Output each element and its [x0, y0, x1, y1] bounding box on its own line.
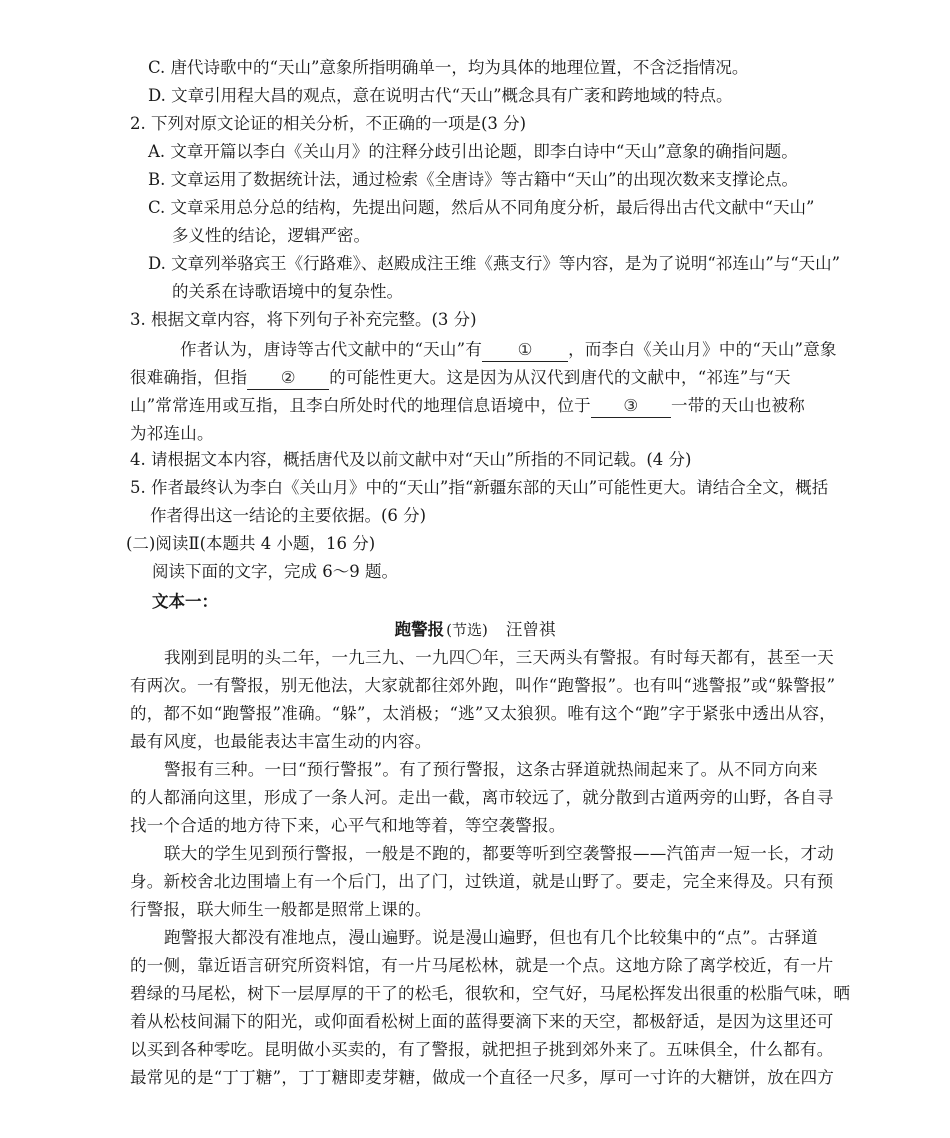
q2-option-c: C. 文章采用总分总的结构，先提出问题，然后从不同角度分析，最后得出古代文献中“天山” — [148, 198, 815, 217]
article-line: 身。新校舍北边围墙上有一个后门，出了门，过铁道，就是山野了。要走，完全来得及。只有预 — [130, 872, 834, 891]
article-author: 汪曾祺 — [505, 620, 556, 639]
q3-text: 山”常常连用或互指，且李白所处时代的地理信息语境中，位于 — [130, 396, 591, 415]
article-title: 跑警报 — [394, 620, 445, 639]
article-line: 跑警报大都没有准地点，漫山遍野。说是漫山遍野，但也有几个比较集中的“点”。古驿道 — [164, 928, 818, 947]
q1-option-c: C. 唐代诗歌中的“天山”意象所指明确单一，均为具体的地理位置，不含泛指情况。 — [148, 58, 749, 77]
q3-blank-2: ② — [247, 367, 329, 390]
article-line: 着从松枝间漏下的阳光，或仰面看松树上面的蓝得要滴下来的天空，都极舒适，是因为这里还可 — [130, 1012, 834, 1031]
q5-stem-cont: 作者得出这一结论的主要依据。(6 分) — [150, 506, 427, 525]
q2-stem: 2. 下列对原文论证的相关分析，不正确的一项是(3 分) — [130, 114, 527, 133]
q3-text: 作者认为，唐诗等古代文献中的“天山”有 — [180, 340, 483, 359]
q3-text: ，而李白《关山月》中的“天山”意象 — [568, 340, 837, 359]
q3-paragraph-line-3 — [130, 392, 805, 420]
article-line: 找一个合适的地方待下来，心平气和地等着，等空袭警报。 — [130, 816, 566, 835]
article-line: 我刚到昆明的头二年，一九三九、一九四〇年，三天两头有警报。有时每天都有，甚至一天 — [164, 648, 834, 667]
article-line: 以买到各种零吃。昆明做小买卖的，有了警报，就把担子挑到郊外来了。五味俱全，什么都有。 — [130, 1040, 834, 1059]
q3-blank-3: ③ — [591, 395, 671, 418]
q2-option-a: A. 文章开篇以李白《关山月》的注释分歧引出论题，即李白诗中“天山”意象的确指问题。 — [148, 142, 798, 161]
q4-stem: 4. 请根据文本内容，概括唐代及以前文献中对“天山”所指的不同记载。(4 分) — [130, 450, 692, 469]
q3-text: 的可能性更大。这是因为从汉代到唐代的文献中，“祁连”与“天 — [329, 368, 791, 387]
q5-stem: 5. 作者最终认为李白《关山月》中的“天山”指“新疆东部的天山”可能性更大。请结合全文，概括 — [130, 478, 829, 497]
q3-stem: 3. 根据文章内容，将下列句子补充完整。(3 分) — [130, 310, 477, 329]
q3-paragraph-line-1 — [180, 336, 837, 364]
article-line: 的一侧，靠近语言研究所资料馆，有一片马尾松林，就是一个点。这地方除了离学校近，有一片 — [130, 956, 834, 975]
article-line: 最常见的是“丁丁糖”，丁丁糖即麦芽糖，做成一个直径一尺多，厚可一寸许的大糖饼，放在四方 — [130, 1068, 835, 1087]
q1-option-d: D. 文章引用程大昌的观点，意在说明古代“天山”概念具有广袤和跨地域的特点。 — [148, 86, 733, 105]
article-line: 行警报，联大师生一般都是照常上课的。 — [130, 900, 432, 919]
q3-paragraph-line-4: 为祁连山。 — [130, 424, 214, 443]
article-line: 的人都涌向这里，形成了一条人河。走出一截，离市较远了，就分散到古道两旁的山野，各自寻 — [130, 788, 834, 807]
q2-option-d: D. 文章列举骆宾王《行路难》、赵殿成注王维《燕支行》等内容，是为了说明“祁连山”与“天山” — [148, 254, 841, 273]
q2-option-d-cont: 的关系在诗歌语境中的复杂性。 — [172, 282, 403, 301]
article-line: 警报有三种。一曰“预行警报”。有了预行警报，这条古驿道就热闹起来了。从不同方向来 — [164, 760, 818, 779]
article-line: 有两次。一有警报，别无他法，大家就都往郊外跑，叫作“跑警报”。也有叫“逃警报”或“躲警报” — [130, 676, 836, 695]
section-2-header: (二)阅读Ⅱ(本题共 4 小题，16 分) — [126, 534, 376, 553]
q3-paragraph-line-2 — [130, 364, 791, 392]
article-subtitle: (节选) — [446, 621, 488, 639]
q2-option-b: B. 文章运用了数据统计法，通过检索《全唐诗》等古籍中“天山”的出现次数来支撑论点。 — [148, 170, 798, 189]
article-line: 联大的学生见到预行警报，一般是不跑的，都要等听到空袭警报——汽笛声一短一长，才动 — [164, 844, 834, 863]
text-one-label: 文本一： — [152, 592, 218, 611]
article-title-line — [0, 616, 950, 644]
q2-option-c-cont: 多义性的结论，逻辑严密。 — [172, 226, 370, 245]
q3-text: 很难确指，但指 — [130, 368, 248, 387]
section-2-instruction: 阅读下面的文字，完成 6～9 题。 — [152, 562, 398, 581]
article-line: 的，都不如“跑警报”准确。“躲”，太消极；“逃”又太狼狈。唯有这个“跑”字于紧张中透出从容， — [130, 704, 836, 723]
q3-text: 一带的天山也被称 — [670, 396, 805, 415]
article-line: 碧绿的马尾松，树下一层厚厚的干了的松毛，很软和，空气好，马尾松挥发出很重的松脂气味，晒 — [130, 984, 851, 1003]
q3-blank-1: ① — [482, 339, 568, 362]
article-line: 最有风度，也最能表达丰富生动的内容。 — [130, 732, 432, 751]
